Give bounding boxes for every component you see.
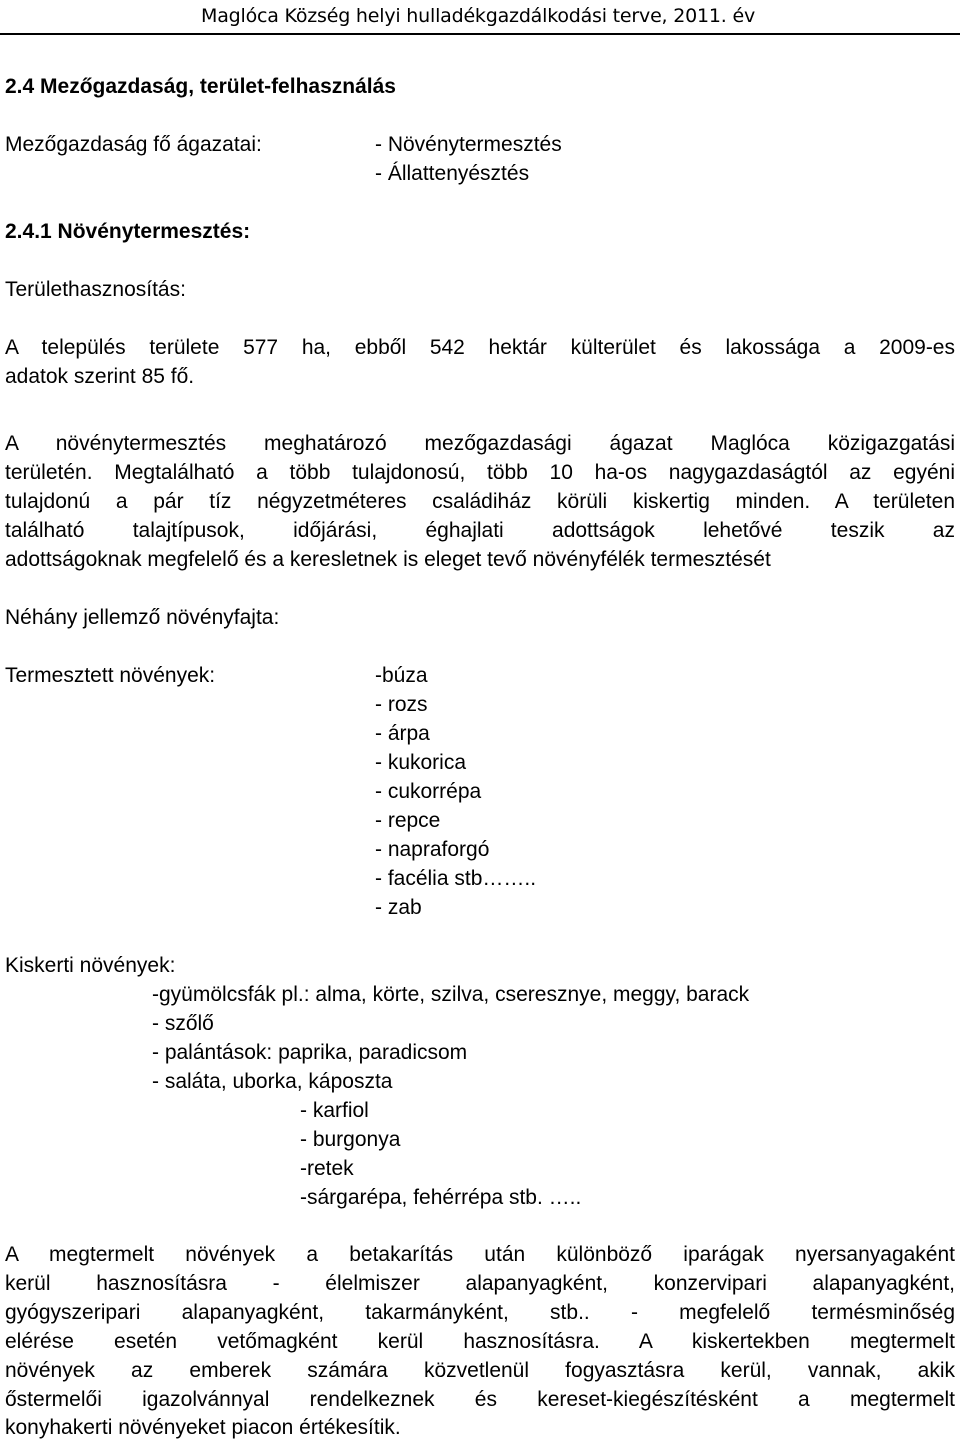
cultivated-item: - rozs (375, 693, 428, 716)
garden-item: -gyümölcsfák pl.: alma, körte, szilva, cseresznye, meggy, barack (152, 983, 750, 1006)
subsection-heading: 2.4.1 Növénytermesztés: (5, 220, 251, 243)
section-heading: 2.4 Mezőgazdaság, terület-felhasználás (5, 75, 396, 98)
garden-list (152, 980, 749, 1096)
paragraph3-line: A megtermelt növények a betakarítás után különböző iparágak nyersanyagaként (5, 1243, 955, 1266)
page-header (0, 0, 960, 34)
paragraph2-line: A növénytermesztés meghatározó mezőgazdasági ágazat Maglóca közigazgatási (5, 432, 955, 455)
paragraph1-line: A település területe 577 ha, ebből 542 hektár külterület és lakossága a 2009-es (5, 336, 955, 359)
garden-label: Kiskerti növények: (5, 954, 176, 977)
garden-item: - szőlő (152, 1012, 214, 1035)
cultivated-item: - kukorica (375, 751, 467, 774)
garden-subitem: -retek (300, 1157, 354, 1180)
garden-subitem: -sárgarépa, fehérrépa stb. ….. (300, 1186, 582, 1209)
paragraph3-line: őstermelői igazolvánnyal rendelkeznek és kereset-kiegészítésként a megtermelt (5, 1388, 955, 1411)
garden-subitem: - burgonya (300, 1128, 401, 1151)
cultivated-item: - zab (375, 896, 422, 919)
paragraph2-line: tulajdonú a pár tíz négyzetméteres családiház körüli kiskertig minden. A területen (5, 490, 955, 513)
plants-intro: Néhány jellemző növényfajta: (5, 606, 280, 629)
paragraph3-line: konyhakerti növényeket piacon értékesítik. (5, 1416, 401, 1439)
header-title: Maglóca Község helyi hulladékgazdálkodási terve, 2011. év (201, 5, 755, 27)
cultivated-item: - facélia stb…….. (375, 867, 537, 890)
garden-sublist (300, 1096, 581, 1212)
cultivated-label: Termesztett növények: (5, 664, 216, 687)
paragraph2-line: adottságoknak megfelelő és a keresletnek is eleget tevő növényfélék termesztését (5, 548, 771, 571)
cultivated-item: - cukorrépa (375, 780, 482, 803)
branch-item: - Növénytermesztés (375, 133, 562, 156)
garden-item: - saláta, uborka, káposzta (152, 1070, 393, 1093)
paragraph1-line: adatok szerint 85 fő. (5, 365, 195, 388)
paragraph3-line: gyógyszeripari alapanyagként, takarmányként, stb.. - megfelelő termésminőség (5, 1301, 955, 1324)
paragraph3-line: növények az emberek számára közvetlenül fogyasztásra kerül, vannak, akik (5, 1359, 955, 1382)
land-use-label: Területhasznosítás: (5, 278, 186, 301)
paragraph3-line: elérése esetén vetőmagként kerül hasznosításra. A kiskertekben megtermelt (5, 1330, 955, 1353)
paragraph2-line: területén. Megtalálható a több tulajdonosú, több 10 ha-os nagygazdaságtól az egyéni (5, 461, 955, 484)
header-divider (0, 33, 960, 35)
cultivated-item: - repce (375, 809, 441, 832)
garden-subitem: - karfiol (300, 1099, 369, 1122)
cultivated-list (375, 661, 536, 922)
paragraph3-line: kerül hasznosításra - élelmiszer alapanyagként, konzervipari alapanyagként, (5, 1272, 955, 1295)
garden-item: - palántások: paprika, paradicsom (152, 1041, 468, 1064)
cultivated-item: - árpa (375, 722, 430, 745)
paragraph2-line: található talajtípusok, időjárási, éghajlati adottságok lehetővé teszik az (5, 519, 955, 542)
branch-item: - Állattenyésztés (375, 162, 530, 185)
branches-label: Mezőgazdaság fő ágazatai: (5, 133, 262, 156)
cultivated-item: -búza (375, 664, 428, 687)
cultivated-item: - napraforgó (375, 838, 490, 861)
